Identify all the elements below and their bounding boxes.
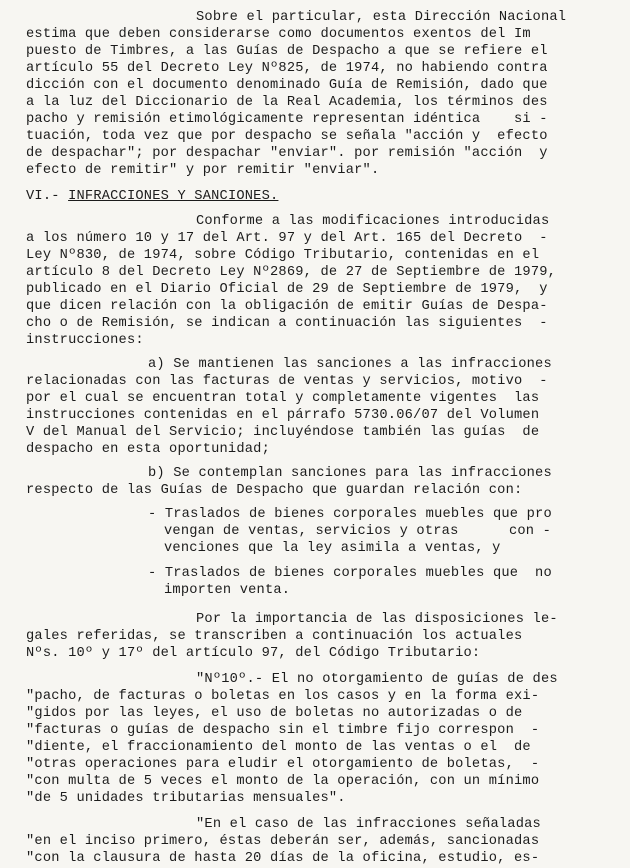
text-line: artículo 8 del Decreto Ley Nº2869, de 27 de Septiembre de 1979, (26, 265, 557, 280)
text-line: despacho en esta oportunidad; (26, 442, 271, 457)
text-line: a) Se mantienen las sanciones a las infracciones (148, 357, 552, 372)
text-line: "con la clausura de hasta 20 días de la oficina, estudio, es- (26, 851, 540, 866)
text-line: respecto de las Guías de Despacho que guardan relación con: (26, 483, 523, 498)
text-line: "con multa de 5 veces el monto de la operación, con un mínimo (26, 774, 540, 789)
text-line: que dicen relación con la obligación de emitir Guías de Despa- (26, 299, 548, 314)
text-line: "Nº10º.- El no otorgamiento de guías de des (196, 672, 558, 687)
text-line: relacionadas con las facturas de ventas y servicios, motivo - (26, 374, 548, 389)
text-line: Por la importancia de las disposiciones le- (196, 612, 558, 627)
text-line: Nºs. 10º y 17º del artículo 97, del Código Tributario: (26, 646, 481, 661)
text-line: de despachar"; por despachar "enviar". por remisión "acción y (26, 146, 548, 161)
text-line: cho o de Remisión, se indican a continuación las siguientes - (26, 316, 548, 331)
text-line: V del Manual del Servicio; incluyéndose también las guías de (26, 425, 540, 440)
text-line: a los número 10 y 17 del Art. 97 y del Art. 165 del Decreto - (26, 231, 548, 246)
section-heading: VI.- INFRACCIONES Y SANCIONES. (26, 189, 279, 204)
text-line: publicado en el Diario Oficial de 29 de Septiembre de 1979, y (26, 282, 548, 297)
text-line: "pacho, de facturas o boletas en los casos y en la forma exi- (26, 689, 540, 704)
text-line: - Traslados de bienes corporales muebles que pro (148, 507, 552, 522)
text-line: "otras operaciones para eludir el otorgamiento de boletas, - (26, 757, 540, 772)
text-line: "en el inciso primero, éstas deberán ser, además, sancionadas (26, 834, 540, 849)
text-line: "facturas o guías de despacho sin el timbre fijo correspon - (26, 723, 540, 738)
text-line: "de 5 unidades tributarias mensuales". (26, 791, 346, 806)
text-line: "En el caso de las infracciones señaladas (196, 817, 541, 832)
text-line: Conforme a las modificaciones introducidas (196, 214, 550, 229)
text-line: instrucciones contenidas en el párrafo 5730.06/07 del Volumen (26, 408, 540, 423)
text-line: gales referidas, se transcriben a continuación los actuales (26, 629, 523, 644)
text-line: venciones que la ley asimila a ventas, y (164, 541, 501, 556)
text-line: Ley Nº830, de 1974, sobre Código Tributario, contenidas en el (26, 248, 540, 263)
text-line: puesto de Timbres, a las Guías de Despacho a que se refiere el (26, 44, 548, 59)
text-line: b) Se contemplan sanciones para las infracciones (148, 466, 552, 481)
text-line: "diente, el fraccionamiento del monto de las ventas o el de (26, 740, 531, 755)
text-line: instrucciones: (26, 333, 144, 348)
text-line: a la luz del Diccionario de la Real Academia, los términos des (26, 95, 548, 110)
text-line: por el cual se encuentran total y completamente vigentes las (26, 391, 540, 406)
text-line: vengan de ventas, servicios y otras con - (164, 524, 552, 539)
text-line: tuación, toda vez que por despacho se señala "acción y efecto (26, 129, 548, 144)
text-line: artículo 55 del Decreto Ley Nº825, de 1974, no habiendo contra (26, 61, 548, 76)
text-line: pacho y remisión etimológicamente representan idéntica si - (26, 112, 548, 127)
text-line: estima que deben considerarse como documentos exentos del Im (26, 27, 531, 42)
text-line: - Traslados de bienes corporales muebles que no (148, 566, 552, 581)
text-line: efecto de remitir" y por remitir "enviar". (26, 163, 380, 178)
text-line: "gidos por las leyes, el uso de boletas no autorizadas o de (26, 706, 523, 721)
text-line: dicción con el documento denominado Guía de Remisión, dado que (26, 78, 548, 93)
text-line: Sobre el particular, esta Dirección Nacional (196, 10, 567, 25)
text-line: importen venta. (164, 583, 291, 598)
